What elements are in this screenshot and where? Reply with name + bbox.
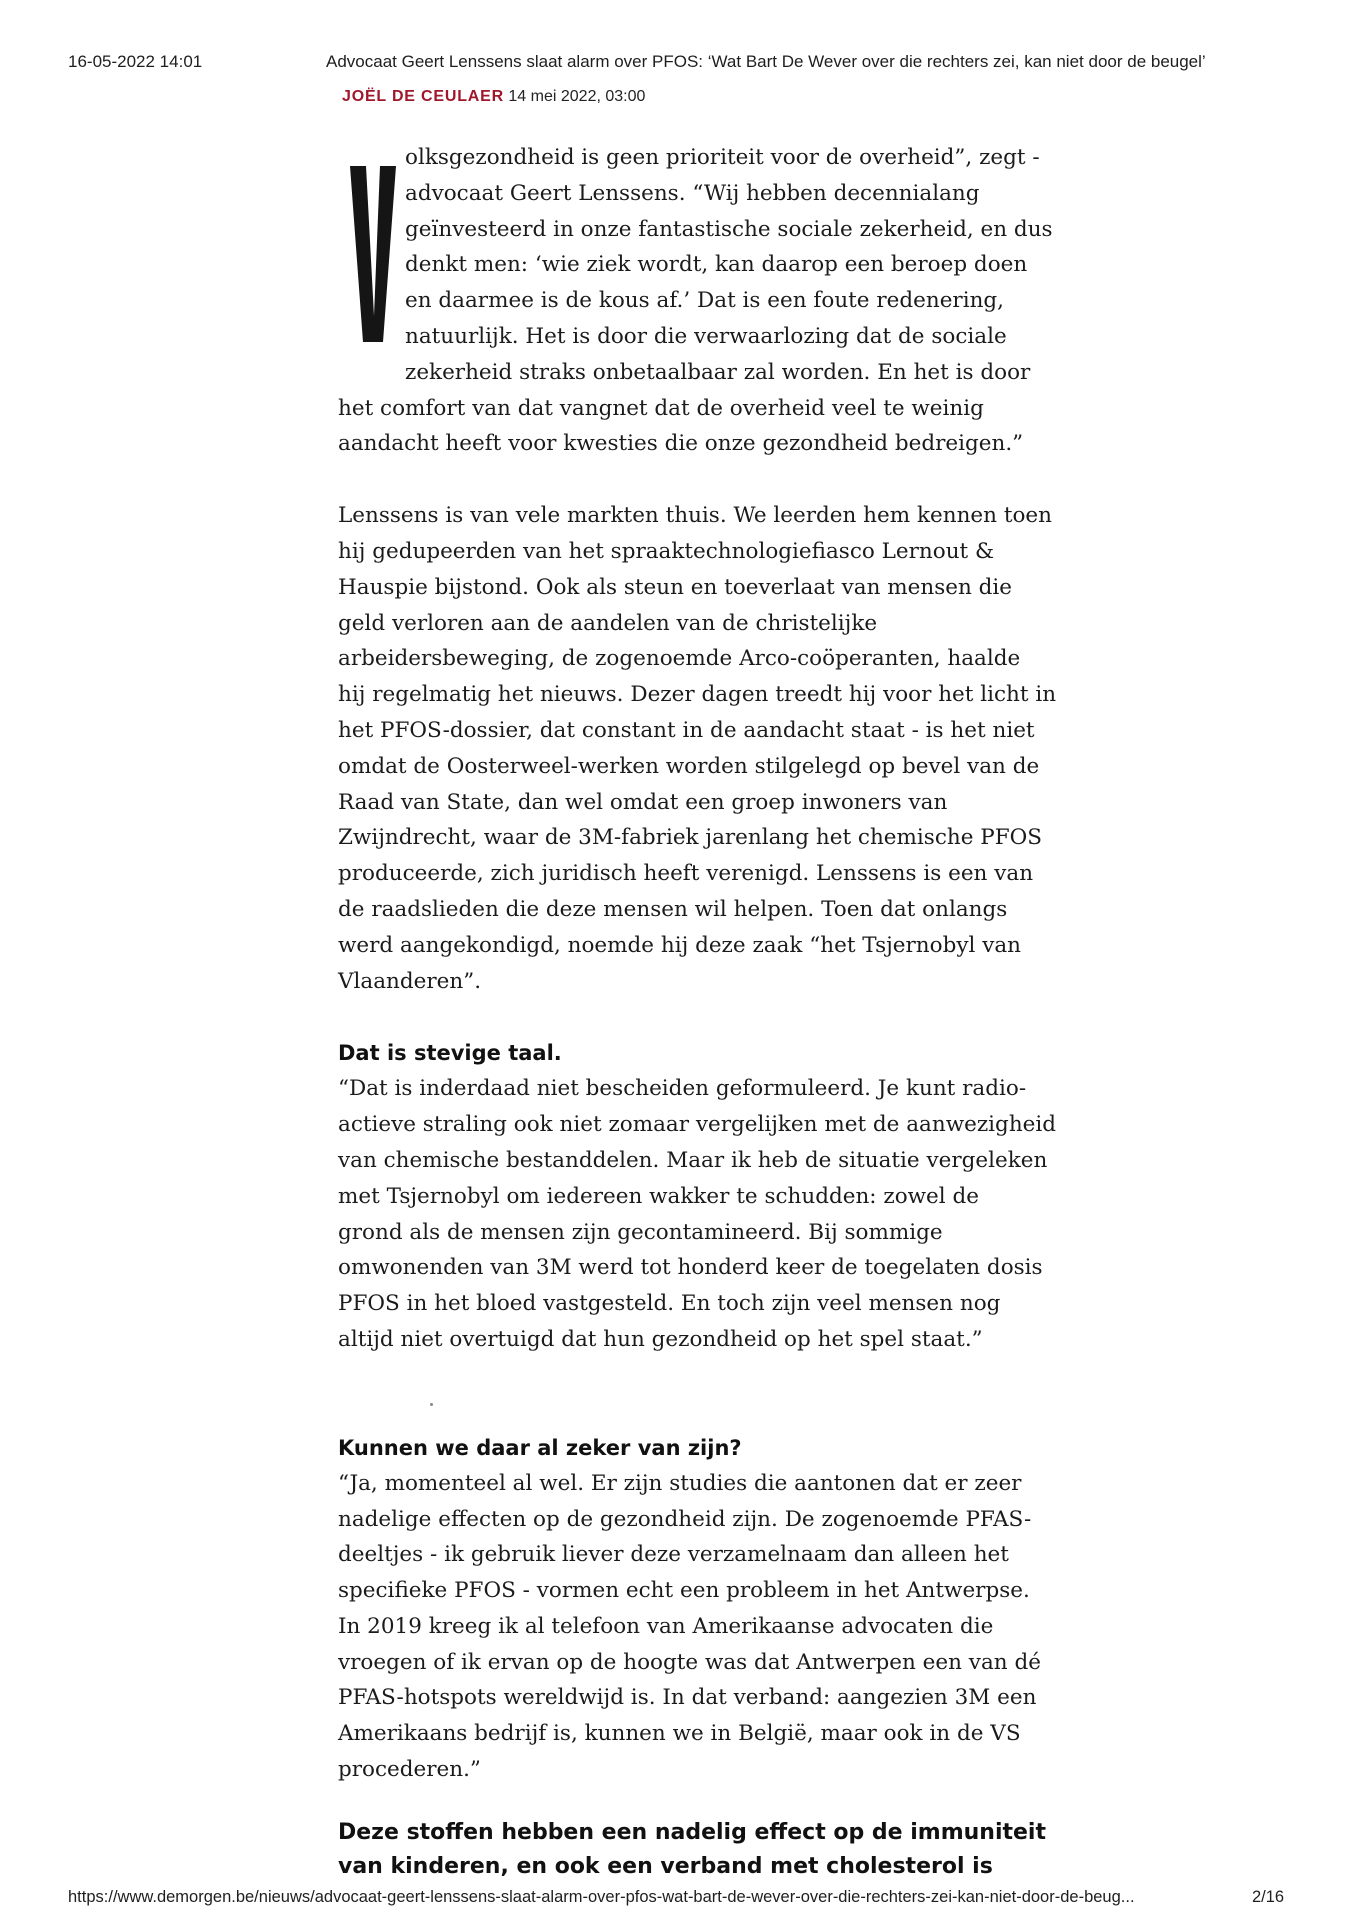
body-line: “Ja, momenteel al wel. Er zijn studies die aantonen dat er zeer bbox=[338, 1470, 1022, 1496]
intro-line: denkt men: ‘wie ziek wordt, kan daarop een beroep doen bbox=[405, 252, 1028, 278]
body-line: actieve straling ook niet zomaar vergelijken met de aanwezigheid bbox=[338, 1112, 1057, 1138]
body-line: hij gedupeerden van het spraaktechnologiefiasco Lernout & bbox=[338, 538, 995, 564]
print-date: 16-05-2022 14:01 bbox=[68, 52, 203, 71]
body-line: de raadslieden die deze mensen wil helpen. Toen dat onlangs bbox=[338, 896, 1008, 922]
question-heading: Dat is stevige taal. bbox=[338, 1041, 562, 1066]
body-line: produceerde, zich juridisch heeft verenigd. Lenssens is een van bbox=[338, 861, 1034, 887]
dropcap-v bbox=[350, 166, 396, 342]
answer-paragraph bbox=[338, 1071, 1058, 1357]
body-line: werd aangekondigd, noemde hij deze zaak “het Tsjernobyl van bbox=[338, 932, 1022, 958]
body-line: met Tsjernobyl om iedereen wakker te schudden: zowel de bbox=[338, 1183, 979, 1209]
author-name: JOËL DE CEULAER bbox=[342, 88, 504, 105]
body-line: grond als de mensen zijn gecontamineerd. Bij sommige bbox=[338, 1219, 943, 1245]
body-line: het PFOS-dossier, dat constant in de aandacht staat - is het niet bbox=[338, 717, 1035, 743]
body-line: Raad van State, dan wel omdat een groep inwoners van bbox=[338, 789, 948, 815]
body-line: Zwijndrecht, waar de 3M-fabriek jarenlang het chemische PFOS bbox=[338, 825, 1043, 851]
body-line: arbeidersbeweging, de zogenoemde Arco-coöperanten, haalde bbox=[338, 646, 1021, 672]
pull-quote bbox=[338, 1816, 1058, 1884]
intro-line: zekerheid straks onbetaalbaar zal worden. En het is door bbox=[405, 359, 1031, 385]
body-line: vroegen of ik ervan op de hoogte was dat Antwerpen een van dé bbox=[338, 1649, 1041, 1675]
body-line: Lenssens is van vele markten thuis. We leerden hem kennen toen bbox=[338, 503, 1052, 529]
pull-quote-line: van kinderen, en ook een verband met cholesterol is bbox=[338, 1853, 993, 1879]
body-line: deeltjes - ik gebruik liever deze verzamelnaam dan alleen het bbox=[338, 1542, 1009, 1568]
paragraph-lenssens bbox=[338, 498, 1058, 999]
body-line: hij regelmatig het nieuws. Dezer dagen treedt hij voor het licht in bbox=[338, 682, 1057, 708]
scan-speck bbox=[430, 1403, 433, 1406]
body-line: van chemische bestanddelen. Maar ik heb de situatie vergeleken bbox=[338, 1147, 1048, 1173]
body-line: Amerikaans bedrijf is, kunnen we in België, maar ook in de VS bbox=[338, 1721, 1021, 1747]
body-line: PFOS in het bloed vastgesteld. En toch zijn veel mensen nog bbox=[338, 1291, 1001, 1317]
body-line: Hauspie bijstond. Ook als steun en toeverlaat van mensen die bbox=[338, 574, 1013, 600]
footer-url: https://www.demorgen.be/nieuws/advocaat-geert-lenssens-slaat-alarm-over-pfos-wat-bart-de-wever-over-die-rechters-zei-kan-niet-door-de-beug... bbox=[68, 1888, 1135, 1906]
body-line: “Dat is inderdaad niet bescheiden geformuleerd. Je kunt radio- bbox=[338, 1076, 1027, 1102]
question-heading: Kunnen we daar al zeker van zijn? bbox=[338, 1435, 742, 1460]
article-body bbox=[338, 140, 1058, 1884]
byline bbox=[342, 88, 645, 106]
intro-line: olksgezondheid is geen prioriteit voor de overheid”, zegt - bbox=[405, 145, 1040, 170]
intro-line: geïnvesteerd in onze fantastische sociale zekerheid, en dus bbox=[405, 216, 1053, 242]
body-line: altijd niet overtuigd dat hun gezondheid op het spel staat.” bbox=[338, 1326, 983, 1352]
body-line: geld verloren aan de aandelen van de christelijke bbox=[338, 610, 878, 636]
intro-line: het comfort van dat vangnet dat de overheid veel te weinig bbox=[338, 395, 984, 421]
answer-paragraph bbox=[338, 1466, 1058, 1788]
body-line: PFAS-hotspots wereldwijd is. In dat verband: aangezien 3M een bbox=[338, 1685, 1037, 1711]
body-line: Vlaanderen”. bbox=[338, 968, 482, 994]
body-line: specifieke PFOS - vormen echt een probleem in het Antwerpse. bbox=[338, 1578, 1030, 1604]
intro-line: natuurlijk. Het is door die verwaarlozing dat de sociale bbox=[405, 323, 1007, 349]
intro-line: aandacht heeft voor kwesties die onze gezondheid bedreigen.” bbox=[338, 431, 1024, 457]
body-line: nadelige effecten op de gezondheid zijn. De zogenoemde PFAS- bbox=[338, 1506, 1032, 1532]
pull-quote-line: Deze stoffen hebben een nadelig effect op de immuniteit bbox=[338, 1819, 1046, 1845]
body-line: procederen.” bbox=[338, 1757, 481, 1783]
print-title: Advocaat Geert Lenssens slaat alarm over PFOS: ‘Wat Bart De Wever over die rechters zei, kan niet door de beugel’ bbox=[326, 52, 1206, 71]
intro-paragraph bbox=[338, 140, 1058, 462]
body-line: In 2019 kreeg ik al telefoon van Amerikaanse advocaten die bbox=[338, 1613, 994, 1639]
body-line: omdat de Oosterweel-werken worden stilgelegd op bevel van de bbox=[338, 753, 1040, 779]
body-line: omwonenden van 3M werd tot honderd keer de toegelaten dosis bbox=[338, 1255, 1043, 1281]
intro-line: en daarmee is de kous af.’ Dat is een foute redenering, bbox=[405, 288, 1005, 314]
publish-date: 14 mei 2022, 03:00 bbox=[508, 88, 646, 105]
page-number: 2/16 bbox=[1252, 1888, 1285, 1906]
intro-line: advocaat Geert Lenssens. “Wij hebben decennialang bbox=[405, 180, 980, 206]
